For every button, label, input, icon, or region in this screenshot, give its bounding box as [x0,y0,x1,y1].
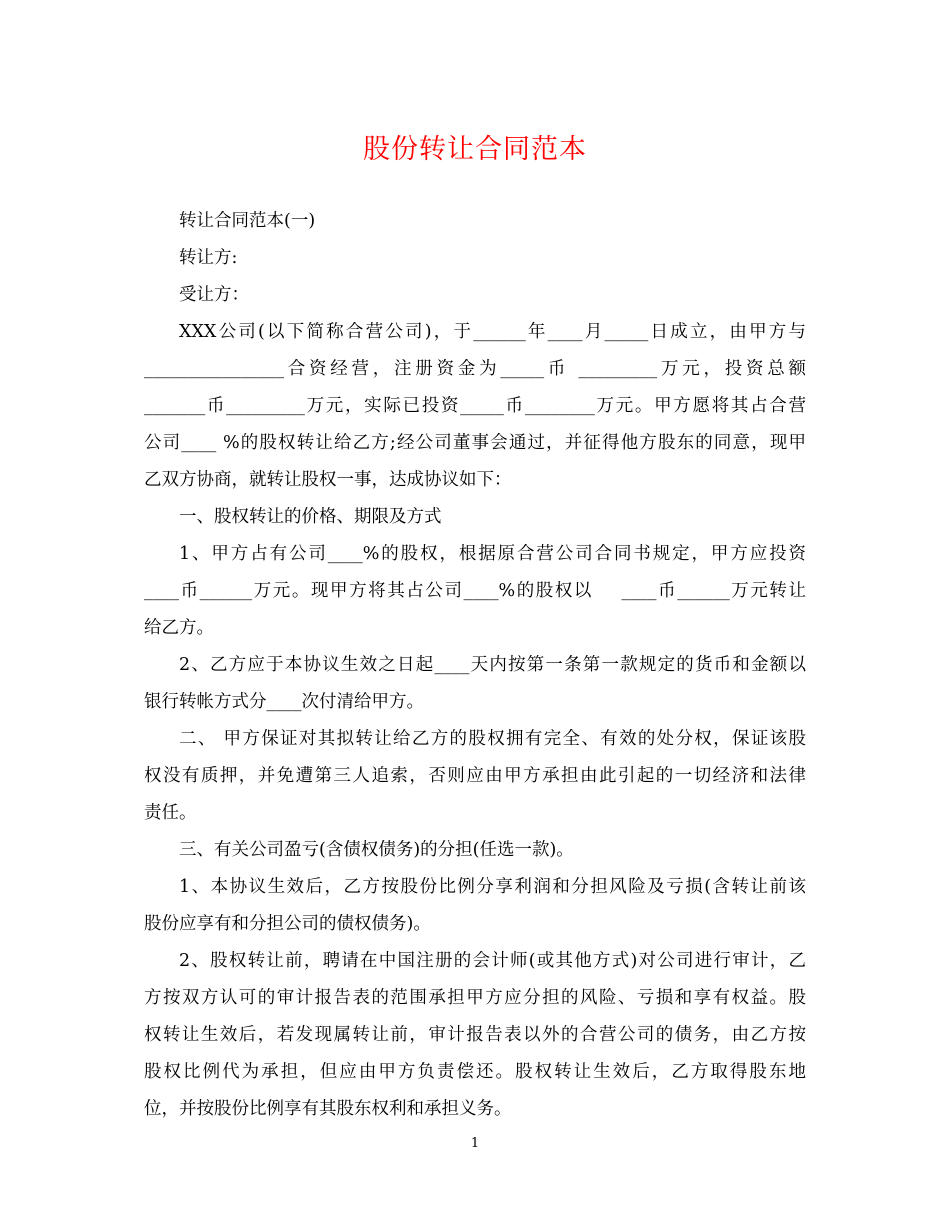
paragraph-line: 股份应享有和分担公司的债权债务)。 [144,914,431,934]
paragraph-line: 1、本协议生效后，乙方按股份比例分享利润和分担风险及亏损(含转让前该 [179,877,806,897]
paragraph-line: 股权比例代为承担，但应由甲方负责偿还。股权转让生效后，乙方取得股东地 [144,1062,806,1082]
paragraph-line: 2、乙方应于本协议生效之日起____天内按第一条第一款规定的货币和金额以 [179,655,806,675]
paragraph-line: 权没有质押，并免遭第三人追索，否则应由甲方承担由此引起的一切经济和法律 [144,766,806,786]
paragraph-line: ________________合资经营，注册资金为_____币 _________万元，投资总额 [144,359,806,379]
paragraph-line: 乙双方协商，就转让股权一事，达成协议如下： [144,470,512,490]
document-title: 股份转让合同范本 [363,134,587,165]
transferor-label: 转让方: [179,248,238,268]
paragraph-line: ____币______万元。现甲方将其占公司____%的股权以 ____币______万元转让 [144,581,806,601]
paragraph-line: 公司____ %的股权转让给乙方;经公司董事会通过，并征得他方股东的同意，现甲 [144,433,806,453]
document-body [144,203,806,1128]
paragraph-line: 权转让生效后，若发现属转让前，审计报告表以外的合营公司的债务，由乙方按 [144,1025,806,1045]
clause-heading: 一、股权转让的价格、期限及方式 [179,507,442,527]
paragraph-line: XXX公司(以下简称合营公司)，于______年____月_____日成立，由甲方与 [179,322,806,342]
paragraph-line: 二、 甲方保证对其拟转让给乙方的股权拥有完全、有效的处分权，保证该股 [179,729,806,749]
paragraph-line: 给乙方。 [144,618,214,638]
section-heading: 转让合同范本(一) [179,211,316,231]
paragraph-line: 位，并按股份比例享有其股东权利和承担义务。 [144,1099,512,1119]
page-number: 1 [470,1136,480,1151]
paragraph-line: _______币_________万元，实际已投资_____币________万元。甲方愿将其占合营 [144,396,806,416]
clause-heading: 三、有关公司盈亏(含债权债务)的分担(任选一款)。 [179,840,574,860]
transferee-label: 受让方： [179,285,249,305]
paragraph-line: 责任。 [144,803,197,823]
paragraph-line: 银行转帐方式分____次付清给甲方。 [144,692,424,712]
paragraph-line: 2、股权转让前，聘请在中国注册的会计师(或其他方式)对公司进行审计，乙 [179,951,806,971]
paragraph-line: 1、甲方占有公司____%的股权，根据原合营公司合同书规定，甲方应投资 [179,544,806,564]
paragraph-line: 方按双方认可的审计报告表的范围承担甲方应分担的风险、亏损和享有权益。股 [144,988,806,1008]
